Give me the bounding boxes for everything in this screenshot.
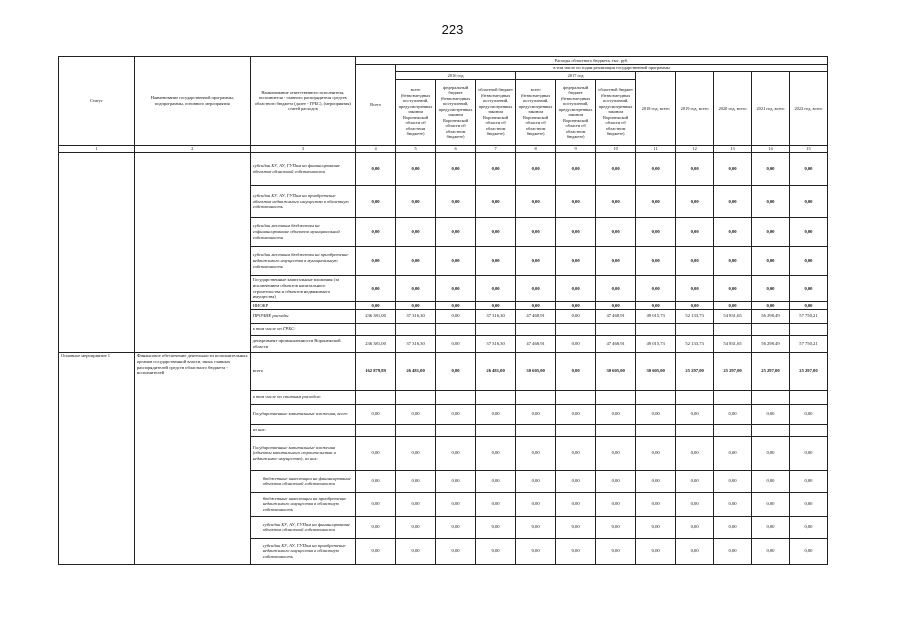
row-value: 0,00	[596, 153, 636, 186]
row-label: субсидии местным бюджетам на приобретение недвижимого имущества в муниципальную собственность	[250, 247, 355, 276]
row-value: 0,00	[789, 186, 827, 218]
row-value: 0,00	[396, 276, 436, 302]
row-value: 0,00	[636, 404, 676, 424]
row-value: 0,00	[676, 516, 714, 538]
column-number: 9	[556, 145, 596, 153]
row-value	[556, 390, 596, 404]
row-value: 47 468,91	[516, 309, 556, 323]
row-value: 0,00	[556, 153, 596, 186]
status-cell-empty	[59, 153, 135, 353]
row-value	[516, 323, 556, 335]
row-value: 0,00	[436, 247, 476, 276]
row-value: 0,00	[436, 186, 476, 218]
row-value: 0,00	[556, 186, 596, 218]
row-value: 0,00	[752, 516, 790, 538]
row-value: 0,00	[476, 153, 516, 186]
row-label: Государственные капитальные вложения, всего	[250, 404, 355, 424]
header-regional: областной бюджет (безвозмездных поступлений, предусмотренных законом Воронежской области об областном бюджете)	[476, 79, 516, 145]
header-2017-federal: федеральный бюджет (безвозмездных поступлений, предусмотренных законом Воронежской области об областном бюджете)	[556, 79, 596, 145]
row-value: 56 298,49	[752, 309, 790, 323]
header-2020: 2020 год, всего	[714, 72, 752, 146]
row-value: 0,00	[436, 516, 476, 538]
row-value: 25 297,00	[752, 352, 790, 390]
page-number: 223	[441, 22, 464, 37]
row-value: 0,00	[356, 516, 396, 538]
row-value	[596, 390, 636, 404]
row-value: 0,00	[752, 276, 790, 302]
row-value: 0,00	[714, 247, 752, 276]
row-value: 25 297,00	[789, 352, 827, 390]
row-value: 236 381,00	[356, 309, 396, 323]
row-value: 30 605,00	[516, 352, 556, 390]
row-value: 0,00	[516, 276, 556, 302]
row-value: 26 481,00	[476, 352, 516, 390]
row-value	[436, 424, 476, 436]
row-value: 0,00	[476, 276, 516, 302]
row-value: 37 316,30	[476, 335, 516, 352]
row-value	[476, 424, 516, 436]
row-value: 0,00	[436, 309, 476, 323]
row-value: 0,00	[396, 302, 436, 310]
row-value: 0,00	[356, 492, 396, 516]
row-label: НИОКР	[250, 302, 355, 310]
row-value: 0,00	[436, 470, 476, 492]
header-receipts-total: всего (безвозмездных поступлений, предусмотренных законом Воронежской области об областном бюджете)	[396, 79, 436, 145]
row-value: 0,00	[714, 516, 752, 538]
header-2021: 2021 год, всего	[752, 72, 790, 146]
row-value: 0,00	[436, 218, 476, 247]
header-responsible: Наименование ответственного исполнителя, исполнителя - главного распорядителя средств областного бюджета (далее - ГРБС), (мероприятия) статей расходов	[250, 57, 355, 146]
budget-table-wrapper	[58, 56, 828, 565]
row-value	[396, 424, 436, 436]
row-value	[752, 424, 790, 436]
row-value: 0,00	[476, 470, 516, 492]
column-number: 15	[789, 145, 827, 153]
row-value: 0,00	[476, 218, 516, 247]
row-value: 0,00	[356, 404, 396, 424]
row-label: бюджетные инвестиции на финансирование объектов областной собственности	[250, 470, 355, 492]
row-value: 57 750,21	[789, 335, 827, 352]
row-value: 0,00	[676, 436, 714, 470]
row-value: 0,00	[476, 492, 516, 516]
column-number: 8	[516, 145, 556, 153]
row-value	[396, 390, 436, 404]
row-label: в том числе по статьям расходов:	[250, 390, 355, 404]
row-value: 0,00	[752, 470, 790, 492]
row-value: 0,00	[436, 436, 476, 470]
row-value: 0,00	[556, 404, 596, 424]
row-value: 236 381,00	[356, 335, 396, 352]
column-number: 7	[476, 145, 516, 153]
row-value: 56 298,49	[752, 335, 790, 352]
row-value: 0,00	[752, 247, 790, 276]
row-value: 0,00	[436, 404, 476, 424]
row-value: 37 316,30	[396, 309, 436, 323]
row-value	[596, 323, 636, 335]
row-value: 0,00	[789, 436, 827, 470]
header-year-2017: 2017 год	[516, 72, 636, 80]
row-value	[714, 390, 752, 404]
row-value: 0,00	[676, 470, 714, 492]
row-value: 0,00	[516, 186, 556, 218]
row-label: субсидии БУ, АУ, ГУПам на приобретение объектов недвижимого имущества в областную собственность	[250, 186, 355, 218]
row-value: 0,00	[516, 218, 556, 247]
row-value: 0,00	[356, 538, 396, 564]
row-value	[752, 323, 790, 335]
row-value: 0,00	[714, 302, 752, 310]
row-value: 0,00	[556, 470, 596, 492]
row-value	[476, 323, 516, 335]
row-value: 0,00	[789, 276, 827, 302]
row-value: 0,00	[676, 404, 714, 424]
header-spending-sub: в том числе по годам реализации государственной программы	[396, 64, 828, 72]
row-label: из них:	[250, 424, 355, 436]
row-value: 0,00	[596, 538, 636, 564]
row-value: 0,00	[676, 186, 714, 218]
row-value: 52 133,73	[676, 309, 714, 323]
table-body-top	[59, 153, 828, 353]
row-value	[596, 424, 636, 436]
row-label: Государственные капитальные вложения (объекты капитального строительства и недвижимое имущество), из них:	[250, 436, 355, 470]
row-value: 0,00	[789, 470, 827, 492]
row-value: 0,00	[356, 218, 396, 247]
row-value: 0,00	[636, 186, 676, 218]
row-value: 0,00	[752, 492, 790, 516]
row-value: 0,00	[789, 218, 827, 247]
row-value	[714, 323, 752, 335]
header-year-2016: 2016 год	[396, 72, 516, 80]
header-program-name: Наименование государственной программы, подпрограммы, основного мероприятия	[134, 57, 250, 146]
row-value: 0,00	[436, 153, 476, 186]
row-value: 0,00	[752, 218, 790, 247]
header-2022: 2022 год, всего	[789, 72, 827, 146]
row-label: бюджетные инвестиции на приобретение недвижимого имущества в областную собственность	[250, 492, 355, 516]
row-value: 26 481,00	[396, 352, 436, 390]
column-number: 3	[250, 145, 355, 153]
row-value	[676, 424, 714, 436]
row-value: 0,00	[676, 218, 714, 247]
table-header	[59, 57, 828, 153]
column-number: 6	[436, 145, 476, 153]
row-value	[476, 390, 516, 404]
row-value: 0,00	[556, 538, 596, 564]
row-value	[436, 390, 476, 404]
row-value: 0,00	[436, 352, 476, 390]
row-value: 0,00	[356, 153, 396, 186]
row-value: 0,00	[636, 492, 676, 516]
row-value	[752, 390, 790, 404]
row-label: Государственные капитальные вложения (за исключением объектов капитального строительства и объектов недвижимого имущества)	[250, 276, 355, 302]
row-value: 0,00	[596, 404, 636, 424]
header-total: Всего	[356, 64, 396, 145]
row-value: 0,00	[636, 538, 676, 564]
row-value: 0,00	[676, 247, 714, 276]
row-value: 0,00	[516, 538, 556, 564]
row-value: 0,00	[596, 247, 636, 276]
row-value: 0,00	[396, 516, 436, 538]
column-number: 13	[714, 145, 752, 153]
row-value: 0,00	[356, 276, 396, 302]
row-value: 0,00	[556, 302, 596, 310]
row-value: 0,00	[714, 218, 752, 247]
column-number: 4	[356, 145, 396, 153]
main-event-name: Финансовое обеспечение деятельности исполнительных органов государственной власти, иных главных распорядителей средств областного бюджета - исполнителей	[134, 352, 250, 564]
header-2018: 2018 год, всего	[636, 72, 676, 146]
row-value: 54 831,65	[714, 309, 752, 323]
row-value: 0,00	[396, 492, 436, 516]
row-value: 0,00	[556, 247, 596, 276]
row-value: 0,00	[752, 153, 790, 186]
row-value	[396, 323, 436, 335]
header-2017-total: всего (безвозмездных поступлений, предусмотренных законом Воронежской области об областном бюджете)	[516, 79, 556, 145]
column-number: 5	[396, 145, 436, 153]
row-value: 0,00	[476, 302, 516, 310]
row-value: 0,00	[516, 247, 556, 276]
row-value: 162 879,89	[356, 352, 396, 390]
row-value	[516, 390, 556, 404]
row-value	[516, 424, 556, 436]
row-value: 0,00	[516, 492, 556, 516]
row-value: 0,00	[396, 153, 436, 186]
row-value: 0,00	[752, 538, 790, 564]
row-value: 0,00	[596, 492, 636, 516]
row-value: 0,00	[476, 538, 516, 564]
row-value: 0,00	[596, 436, 636, 470]
row-value: 37 316,30	[396, 335, 436, 352]
row-value	[356, 424, 396, 436]
row-value: 0,00	[676, 492, 714, 516]
row-value: 0,00	[356, 436, 396, 470]
row-value	[556, 323, 596, 335]
row-value: 0,00	[714, 153, 752, 186]
row-value	[789, 323, 827, 335]
row-value: 0,00	[356, 302, 396, 310]
row-value: 0,00	[396, 404, 436, 424]
row-value: 0,00	[752, 302, 790, 310]
row-value: 0,00	[676, 538, 714, 564]
row-value	[714, 424, 752, 436]
table-row	[59, 153, 828, 186]
column-number: 12	[676, 145, 714, 153]
row-value: 0,00	[356, 186, 396, 218]
row-value: 0,00	[516, 302, 556, 310]
row-value: 0,00	[714, 186, 752, 218]
row-value: 0,00	[476, 404, 516, 424]
row-value: 0,00	[596, 186, 636, 218]
row-value: 0,00	[676, 302, 714, 310]
row-value	[789, 424, 827, 436]
column-number: 11	[636, 145, 676, 153]
header-spending-top: Расходы областного бюджета, тыс. руб.	[356, 57, 828, 65]
row-value: 47 468,91	[516, 335, 556, 352]
row-value: 25 297,00	[676, 352, 714, 390]
row-value: 0,00	[356, 247, 396, 276]
row-value: 47 468,91	[596, 309, 636, 323]
row-value: 0,00	[596, 218, 636, 247]
row-value	[676, 390, 714, 404]
row-value: 0,00	[476, 186, 516, 218]
row-value: 0,00	[636, 470, 676, 492]
row-label: всего	[250, 352, 355, 390]
row-value: 0,00	[714, 276, 752, 302]
row-value: 0,00	[752, 436, 790, 470]
header-federal: федеральный бюджет (безвозмездных поступлений, предусмотренных законом Воронежской области об областном бюджете)	[436, 79, 476, 145]
row-value	[356, 323, 396, 335]
row-value	[676, 323, 714, 335]
row-value: 0,00	[596, 302, 636, 310]
row-value: 49 015,73	[636, 309, 676, 323]
row-value: 0,00	[516, 404, 556, 424]
row-value: 0,00	[636, 302, 676, 310]
row-value: 0,00	[476, 436, 516, 470]
row-value: 0,00	[556, 352, 596, 390]
row-value: 49 015,73	[636, 335, 676, 352]
row-value: 37 316,30	[476, 309, 516, 323]
row-value: 0,00	[714, 492, 752, 516]
row-value: 0,00	[752, 404, 790, 424]
row-label: в том числе по ГРБС:	[250, 323, 355, 335]
row-value: 52 133,73	[676, 335, 714, 352]
row-value: 0,00	[396, 218, 436, 247]
row-value: 0,00	[516, 516, 556, 538]
row-value: 54 831,65	[714, 335, 752, 352]
row-value: 0,00	[636, 436, 676, 470]
header-2017-regional: областной бюджет (безвозмездных поступлений, предусмотренных законом Воронежской области об областном бюджете)	[596, 79, 636, 145]
row-value: 0,00	[789, 404, 827, 424]
row-value: 0,00	[396, 470, 436, 492]
row-value: 0,00	[516, 153, 556, 186]
row-value: 30 605,00	[596, 352, 636, 390]
row-label: департамент промышленности Воронежской области	[250, 335, 355, 352]
row-value: 30 605,00	[636, 352, 676, 390]
row-value: 25 297,00	[714, 352, 752, 390]
row-value: 57 750,21	[789, 309, 827, 323]
column-number: 14	[752, 145, 790, 153]
row-value: 0,00	[476, 247, 516, 276]
row-value: 0,00	[396, 538, 436, 564]
row-value: 0,00	[596, 470, 636, 492]
row-value: 0,00	[556, 335, 596, 352]
row-value: 0,00	[396, 247, 436, 276]
row-value: 0,00	[556, 218, 596, 247]
row-value: 0,00	[714, 404, 752, 424]
row-value: 0,00	[789, 153, 827, 186]
header-2019: 2019 год, всего	[676, 72, 714, 146]
table-body-main-event	[59, 352, 828, 564]
row-value: 0,00	[752, 186, 790, 218]
row-value: 0,00	[556, 436, 596, 470]
main-event-status: Основное мероприятие 1	[59, 352, 135, 564]
row-value: 0,00	[476, 516, 516, 538]
row-value: 0,00	[636, 153, 676, 186]
row-value: 0,00	[636, 276, 676, 302]
row-value	[356, 390, 396, 404]
row-value	[556, 424, 596, 436]
row-value: 0,00	[789, 247, 827, 276]
row-value: 0,00	[556, 516, 596, 538]
row-value: 0,00	[556, 492, 596, 516]
row-label: субсидии БУ, АУ, ГУПам на финансирование объектов областной собственности	[250, 153, 355, 186]
row-value	[636, 390, 676, 404]
program-cell-empty	[134, 153, 250, 353]
row-label: субсидии местным бюджетам на софинансирование объектов муниципальной собственности	[250, 218, 355, 247]
row-value	[636, 424, 676, 436]
row-value: 0,00	[436, 492, 476, 516]
row-value: 0,00	[596, 276, 636, 302]
row-value: 0,00	[396, 186, 436, 218]
row-value	[789, 390, 827, 404]
row-value	[636, 323, 676, 335]
row-value: 0,00	[556, 276, 596, 302]
row-value: 0,00	[714, 436, 752, 470]
row-value: 0,00	[396, 436, 436, 470]
row-value: 0,00	[556, 309, 596, 323]
row-value: 47 468,91	[596, 335, 636, 352]
row-value: 0,00	[596, 516, 636, 538]
row-value: 0,00	[676, 276, 714, 302]
row-value: 0,00	[636, 218, 676, 247]
row-value: 0,00	[436, 538, 476, 564]
row-label: субсидии БУ, АУ, ГУПам на финансирование объектов областной собственности	[250, 516, 355, 538]
row-value: 0,00	[516, 436, 556, 470]
row-value: 0,00	[636, 247, 676, 276]
row-value: 0,00	[436, 302, 476, 310]
row-value: 0,00	[714, 470, 752, 492]
row-value: 0,00	[789, 538, 827, 564]
row-label: ПРОЧИЕ расходы	[250, 309, 355, 323]
column-numbers-row	[59, 145, 828, 153]
row-value: 0,00	[356, 470, 396, 492]
row-value: 0,00	[516, 470, 556, 492]
column-number: 1	[59, 145, 135, 153]
column-number: 2	[134, 145, 250, 153]
row-value: 0,00	[789, 492, 827, 516]
row-label: субсидии БУ, АУ, ГУПам на приобретение недвижимого имущества в областную собственность	[250, 538, 355, 564]
row-value: 0,00	[789, 516, 827, 538]
header-status: Статус	[59, 57, 135, 146]
row-value	[436, 323, 476, 335]
row-value: 0,00	[676, 153, 714, 186]
budget-table	[58, 56, 828, 565]
row-value: 0,00	[714, 538, 752, 564]
row-value: 0,00	[436, 335, 476, 352]
row-value: 0,00	[636, 516, 676, 538]
column-number: 10	[596, 145, 636, 153]
table-row	[59, 352, 828, 390]
row-value: 0,00	[789, 302, 827, 310]
row-value: 0,00	[436, 276, 476, 302]
